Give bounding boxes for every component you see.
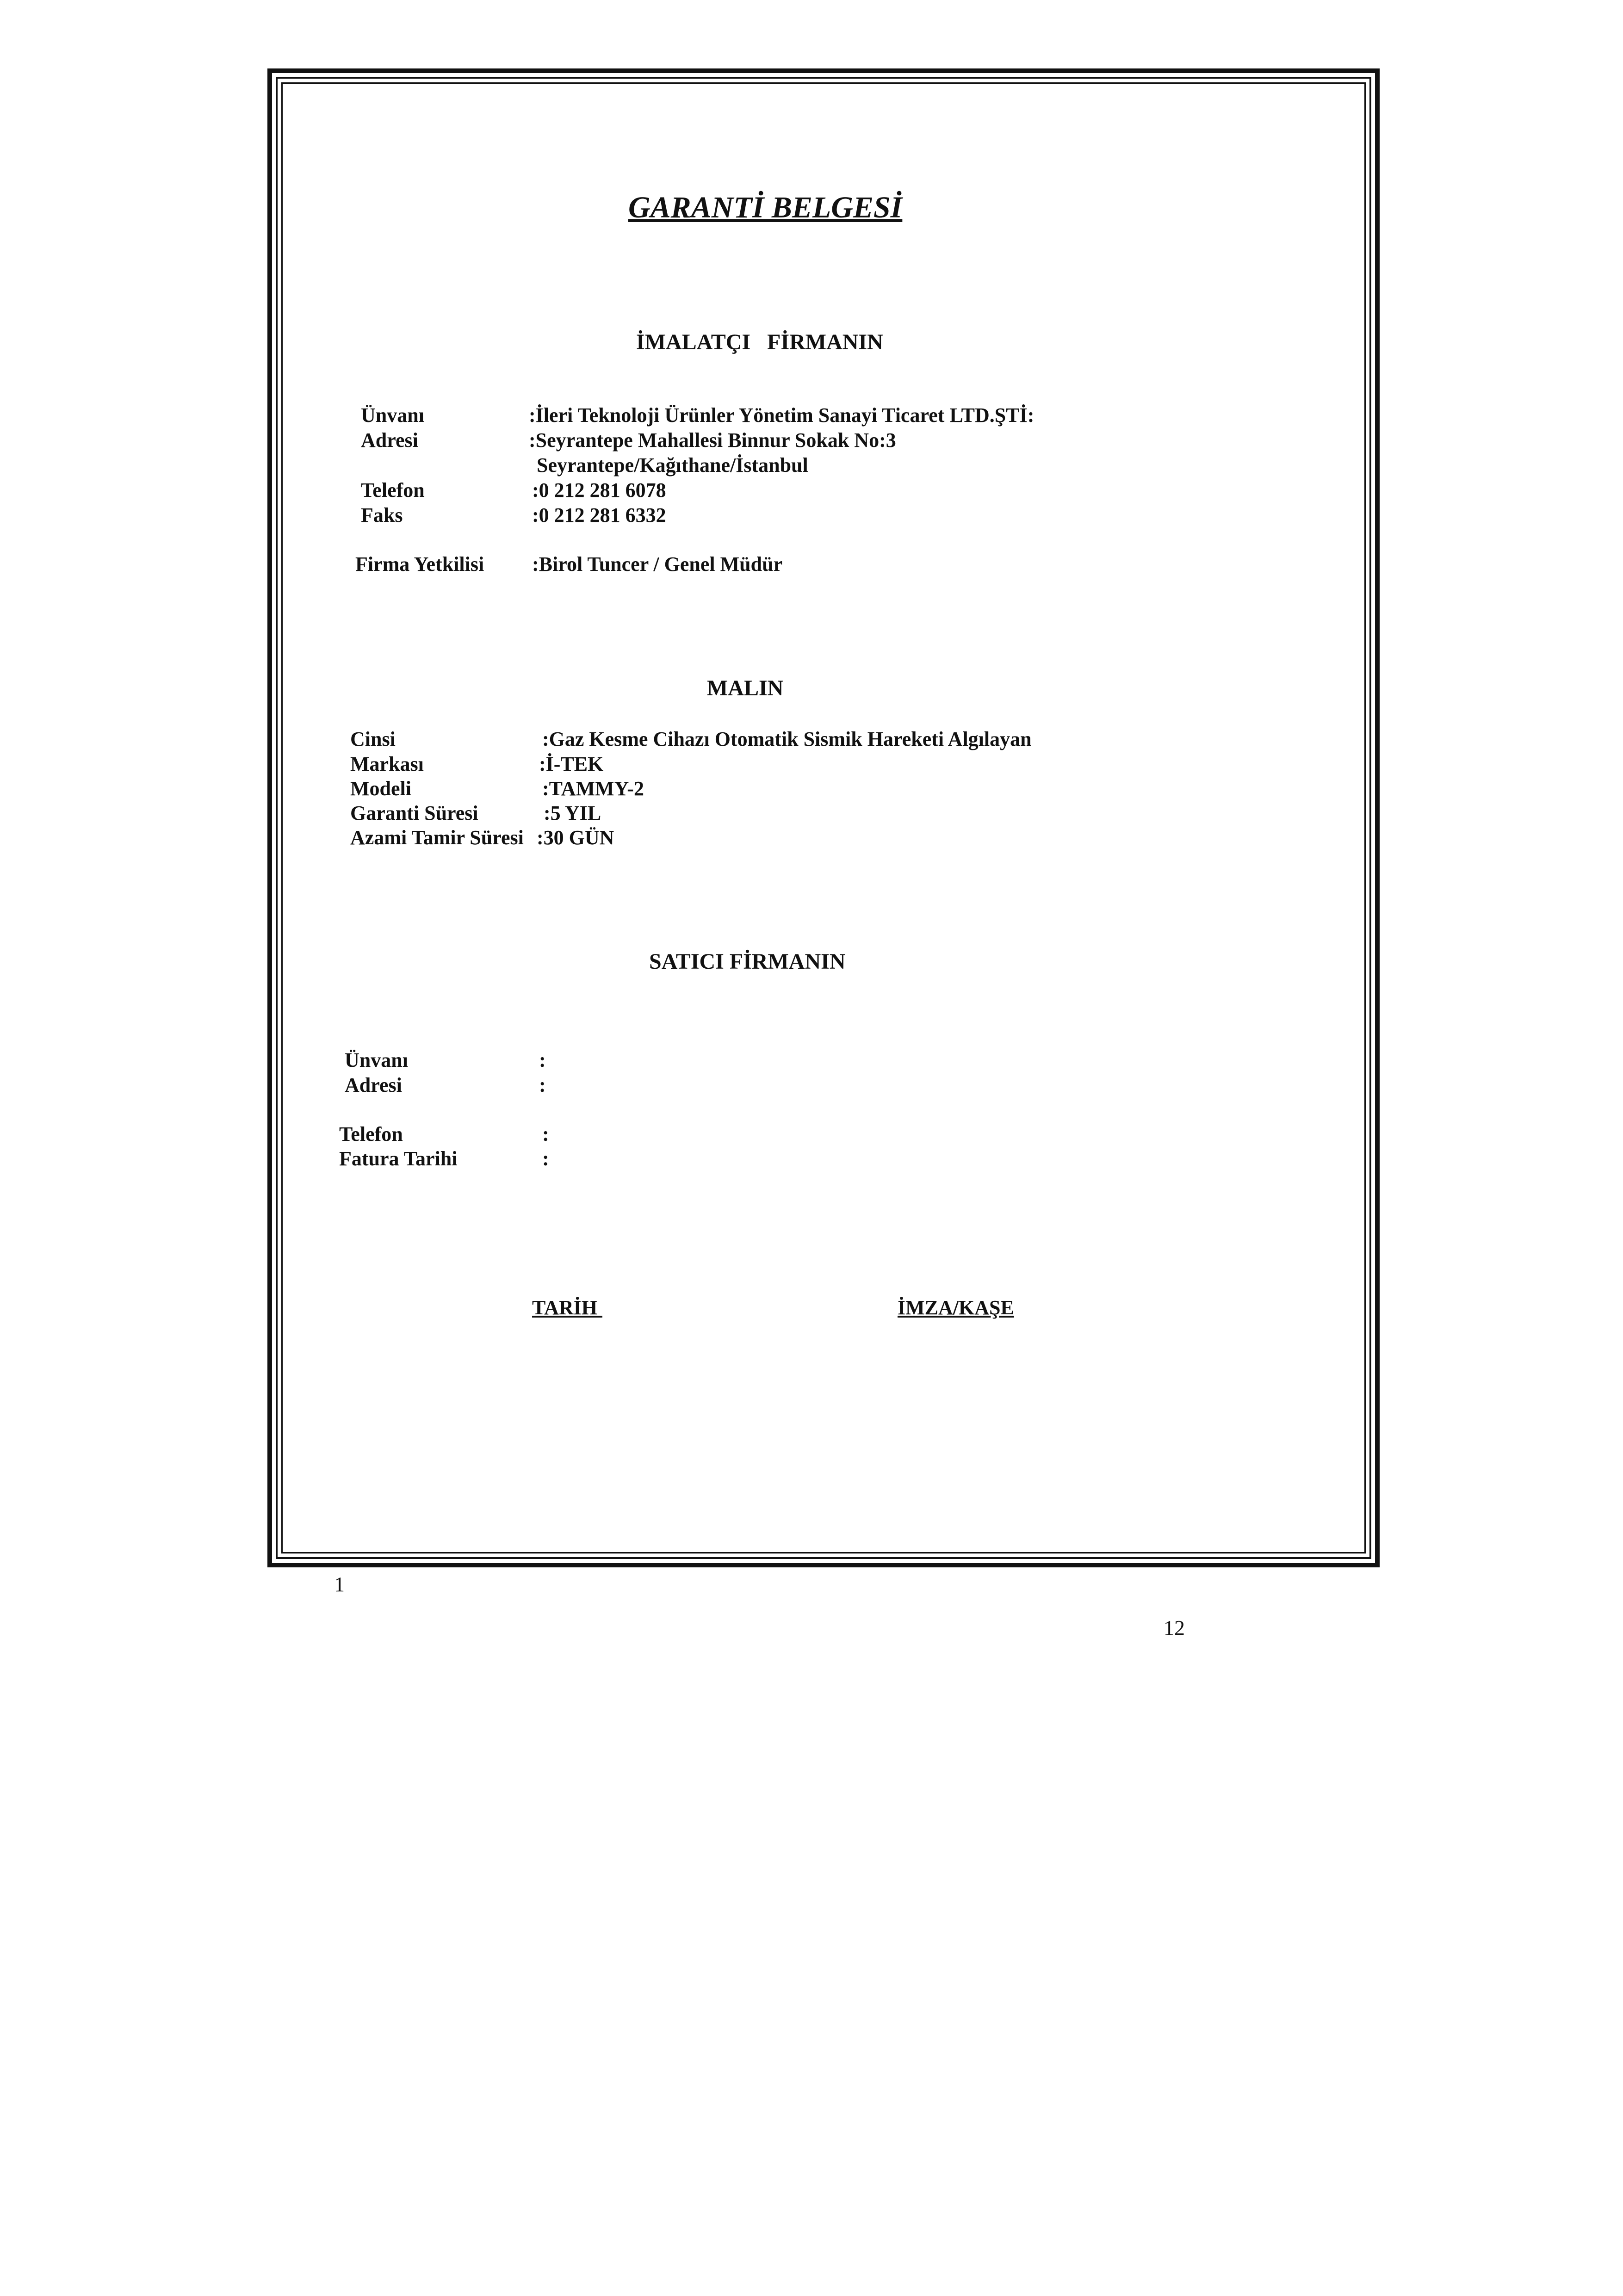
seller-heading: SATICI FİRMANIN xyxy=(649,949,846,974)
manufacturer-phone-value: :0 212 281 6078 xyxy=(532,479,666,501)
footnote-number: 1 xyxy=(334,1572,345,1596)
document-title: GARANTİ BELGESİ xyxy=(628,191,903,224)
seller-title-label: Ünvanı xyxy=(345,1049,408,1071)
seller-invoice-date-value: : xyxy=(542,1147,549,1170)
product-repair-value: :30 GÜN xyxy=(537,826,614,849)
seller-invoice-date-label: Fatura Tarihi xyxy=(339,1147,458,1170)
product-warranty-label: Garanti Süresi xyxy=(350,802,478,824)
product-brand-label: Markası xyxy=(350,753,424,775)
seller-phone-value: : xyxy=(542,1123,549,1145)
product-repair-label: Azami Tamir Süresi xyxy=(350,826,524,849)
manufacturer-title-label: Ünvanı xyxy=(361,404,424,427)
manufacturer-fax-label: Faks xyxy=(361,504,403,526)
manufacturer-address-value: :Seyrantepe Mahallesi Binnur Sokak No:3 xyxy=(529,429,896,452)
product-type-value: :Gaz Kesme Cihazı Otomatik Sismik Hareketi Algılayan xyxy=(542,728,1032,750)
seller-address-value: : xyxy=(539,1074,546,1096)
manufacturer-authorized-label: Firma Yetkilisi xyxy=(355,553,484,576)
product-warranty-value: :5 YIL xyxy=(544,802,601,824)
manufacturer-authorized-value: :Birol Tuncer / Genel Müdür xyxy=(532,553,783,576)
manufacturer-title-value: :İleri Teknoloji Ürünler Yönetim Sanayi Ticaret LTD.ŞTİ: xyxy=(529,404,1035,427)
date-label: TARİH xyxy=(532,1296,602,1319)
manufacturer-phone-label: Telefon xyxy=(361,479,425,501)
manufacturer-heading: İMALATÇI FİRMANIN xyxy=(636,330,883,354)
seller-title-value: : xyxy=(539,1049,546,1071)
manufacturer-address-line2: Seyrantepe/Kağıthane/İstanbul xyxy=(537,454,808,477)
product-heading: MALIN xyxy=(707,676,784,700)
manufacturer-fax-value: :0 212 281 6332 xyxy=(532,504,666,526)
product-model-value: :TAMMY-2 xyxy=(542,777,644,800)
seller-phone-label: Telefon xyxy=(339,1123,403,1145)
product-model-label: Modeli xyxy=(350,777,411,800)
signature-stamp-label: İMZA/KAŞE xyxy=(898,1296,1014,1319)
product-type-label: Cinsi xyxy=(350,728,396,750)
page-number: 12 xyxy=(1164,1616,1185,1640)
product-brand-value: :İ-TEK xyxy=(539,753,604,775)
manufacturer-address-label: Adresi xyxy=(361,429,418,452)
seller-address-label: Adresi xyxy=(345,1074,402,1096)
